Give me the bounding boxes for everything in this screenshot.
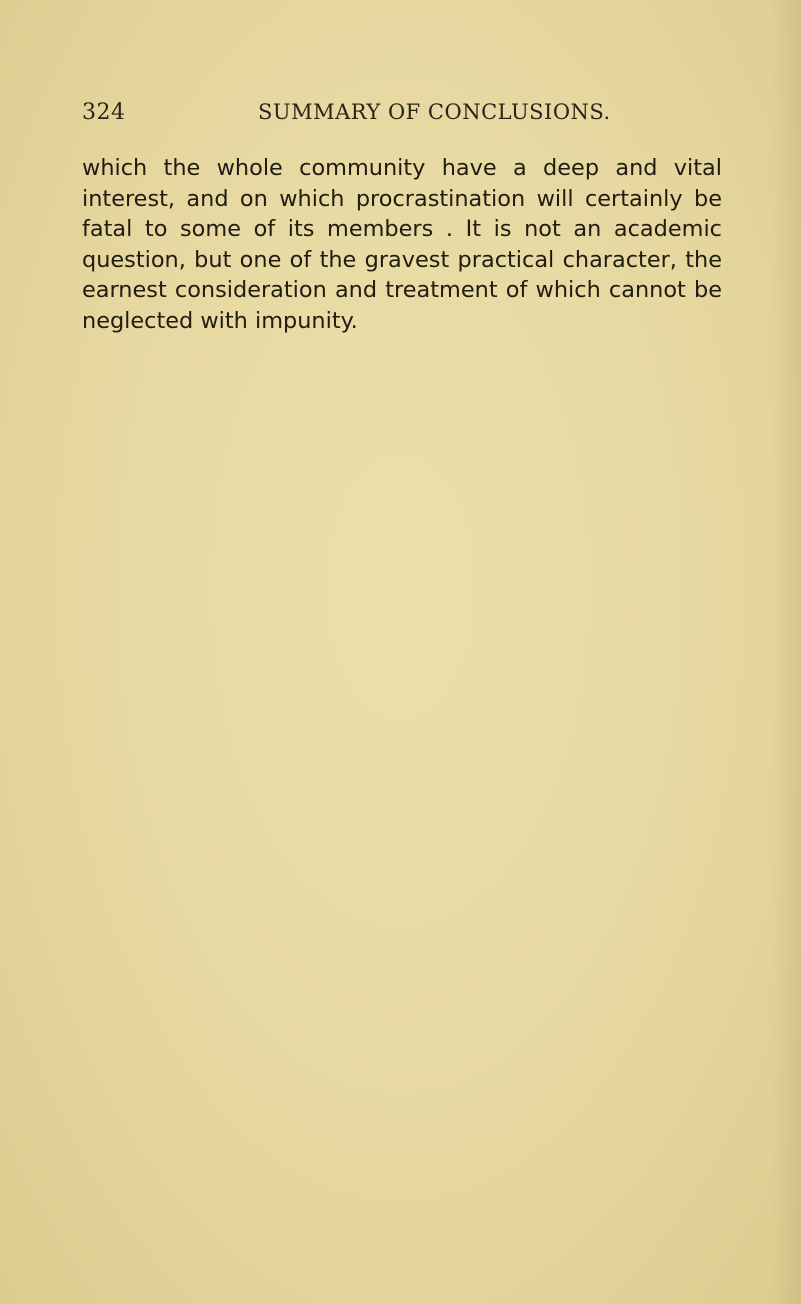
- text-line: neglected with impunity.: [82, 307, 358, 334]
- text-line: question, but one of the gravest practical character, the: [82, 246, 722, 273]
- page-edge-shade: [771, 0, 801, 1304]
- page-number: 324: [82, 100, 126, 125]
- text-line: fatal to some of its members . It is not an academic: [82, 216, 722, 242]
- running-title: SUMMARY OF CONCLUSIONS.: [258, 100, 611, 124]
- running-head: [82, 100, 722, 134]
- body-paragraph: [82, 153, 722, 336]
- text-line: which the whole community have a deep and vital: [82, 155, 722, 181]
- text-line: interest, and on which procrastination will certainly be: [82, 185, 722, 212]
- text-line: earnest consideration and treatment of which cannot be: [82, 277, 722, 303]
